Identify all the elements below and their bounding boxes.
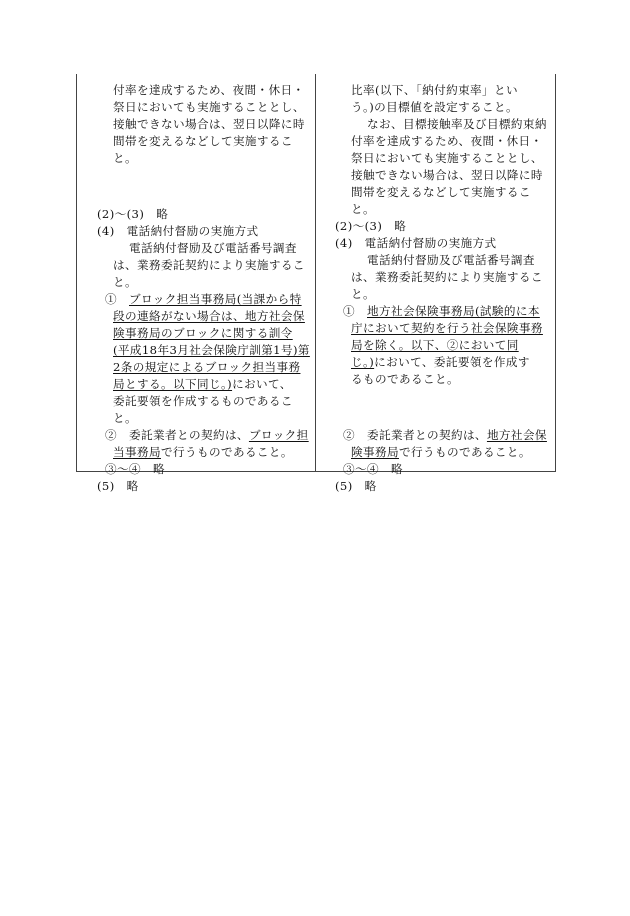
underlined-text: (平成18年3月社会保険庁訓第1号)第 bbox=[113, 343, 310, 357]
text-line: るものであること。 bbox=[351, 372, 459, 386]
section-heading: (5) 略 bbox=[97, 479, 139, 493]
text-line: 祭日においても実施することとし、 bbox=[113, 100, 305, 114]
plain-text: において、 bbox=[232, 377, 292, 391]
text-line: 付率を達成するため、夜間・休日・ bbox=[351, 134, 543, 148]
section-heading: ③～④ 略 bbox=[343, 462, 403, 476]
underlined-text: 局を除く。以下、②において同 bbox=[351, 338, 519, 352]
text-line bbox=[105, 427, 309, 443]
text-line bbox=[343, 303, 540, 319]
item-marker: ① bbox=[343, 304, 367, 318]
text-line bbox=[351, 444, 531, 460]
underlined-text: 険事務局 bbox=[351, 445, 399, 459]
section-heading: (4) 電話納付督励の実施方式 bbox=[335, 236, 497, 250]
text-line: 祭日においても実施することとし、 bbox=[351, 151, 543, 165]
underlined-text: 険事務局のブロックに関する訓令 bbox=[113, 326, 293, 340]
underlined-text: 段の連絡がない場合は、地方社会保 bbox=[113, 309, 305, 323]
plain-text: で行うものであること。 bbox=[160, 445, 293, 459]
text-line: 電話納付督励及び電話番号調査 bbox=[129, 241, 297, 255]
text-line bbox=[105, 291, 302, 307]
text-line bbox=[343, 427, 547, 443]
underlined-text: 地方社会保 bbox=[486, 428, 547, 442]
text-line: う。)の目標値を設定すること。 bbox=[351, 100, 519, 114]
underlined-text: じ。) bbox=[351, 355, 375, 369]
text-line: と。 bbox=[351, 287, 375, 301]
underlined-text: 地方社会保険事務局(試験的に本 bbox=[367, 304, 540, 318]
text-line: 委託要領を作成するものであるこ bbox=[113, 394, 293, 408]
item-marker: ① bbox=[105, 292, 129, 306]
comparison-table bbox=[76, 74, 556, 493]
text-line: なお、目標接触率及び目標約束納 bbox=[367, 117, 547, 131]
underlined-text: ブロック担 bbox=[248, 428, 309, 442]
underlined-text: ブロック担当事務局(当課から特 bbox=[129, 292, 302, 306]
text-line: は、業務委託契約により実施するこ bbox=[351, 270, 543, 284]
text-line bbox=[113, 376, 292, 392]
underlined-text: 局とする。以下同じ。) bbox=[113, 377, 233, 391]
plain-text: において、委託要領を作成す bbox=[374, 355, 530, 369]
section-heading: (2)～(3) 略 bbox=[97, 207, 169, 221]
section-heading: (2)～(3) 略 bbox=[335, 219, 407, 233]
section-heading: ③～④ 略 bbox=[105, 462, 165, 476]
text-line: と。 bbox=[113, 275, 137, 289]
text-line: 間帯を変えるなどして実施するこ bbox=[113, 134, 293, 148]
column-divider bbox=[315, 74, 316, 471]
text-line: と。 bbox=[113, 411, 137, 425]
text-line: は、業務委託契約により実施するこ bbox=[113, 258, 305, 272]
plain-text: ② 委託業者との契約は、 bbox=[343, 428, 487, 442]
underlined-text: 当事務局 bbox=[113, 445, 161, 459]
plain-text: ② 委託業者との契約は、 bbox=[105, 428, 249, 442]
section-heading: (4) 電話納付督励の実施方式 bbox=[97, 224, 259, 238]
text-line bbox=[351, 354, 530, 370]
text-line: 付率を達成するため、夜間・休日・ bbox=[113, 83, 305, 97]
section-heading: (5) 略 bbox=[335, 479, 377, 493]
text-line: 接触できない場合は、翌日以降に時 bbox=[351, 168, 543, 182]
text-line: と。 bbox=[113, 151, 137, 165]
text-line bbox=[113, 444, 293, 460]
plain-text: で行うものであること。 bbox=[398, 445, 531, 459]
underlined-text: 庁において契約を行う社会保険事務 bbox=[351, 321, 543, 335]
text-line: 比率(以下、「納付約束率」とい bbox=[351, 83, 519, 97]
text-line: と。 bbox=[351, 202, 375, 216]
text-line: 接触できない場合は、翌日以降に時 bbox=[113, 117, 305, 131]
text-line: 間帯を変えるなどして実施するこ bbox=[351, 185, 531, 199]
underlined-text: 2条の規定によるブロック担当事務 bbox=[113, 360, 301, 374]
text-line: 電話納付督励及び電話番号調査 bbox=[367, 253, 535, 267]
